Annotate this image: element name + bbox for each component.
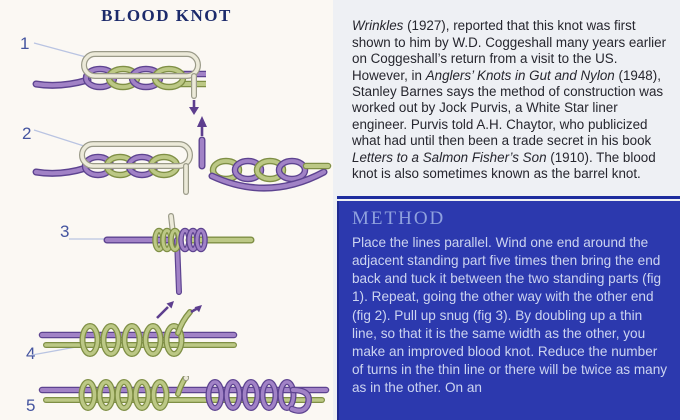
step-5-number: 5	[26, 396, 36, 415]
method-box	[337, 201, 680, 420]
method-paragraph: Place the lines parallel. Wind one end around the adjacent standing part five times then bring the end back and tuck it between the two standing parts (fig 1). Repeat, going the other way with the other end (fig 2). Pull up snug (fig 3). By doubling up a thin line, so that it is the same width as the other, you make an improved blood knot. Reduce the number of turns in the thin line or there will be twice as many as in the other. On an	[352, 234, 668, 396]
history-paragraph: Wrinkles (1927), reported that this knot was first shown to him by W.D. Coggeshall many years earlier on Coggeshall’s return from a visit to the US. However, in Anglers’ Knots in Gut and Nylon (1948), Stanley Barnes says the method of construction was worked out by Jock Purvis, a White Star liner engineer. Purvis told A.H. Chaytor, who publicized what had until then been a trade secret in his book Letters to a Salmon Fisher’s Son (1910). The blood knot is also sometimes known as the barrel knot.	[352, 18, 667, 182]
knot-step-1-diagram	[28, 32, 228, 116]
step-4-number: 4	[26, 344, 36, 363]
step-1-number: 1	[20, 34, 30, 53]
knot-step-5-diagram	[30, 376, 330, 420]
knot-step-2-diagram	[30, 114, 332, 212]
knot-step-4-diagram	[28, 303, 243, 377]
method-heading: METHOD	[352, 207, 446, 229]
text-column	[333, 0, 680, 420]
section-divider-rule	[337, 196, 680, 199]
step-2-number: 2	[22, 124, 32, 143]
diagram-column	[0, 0, 333, 420]
page-title: BLOOD KNOT	[101, 6, 232, 25]
step-3-number: 3	[60, 222, 70, 241]
